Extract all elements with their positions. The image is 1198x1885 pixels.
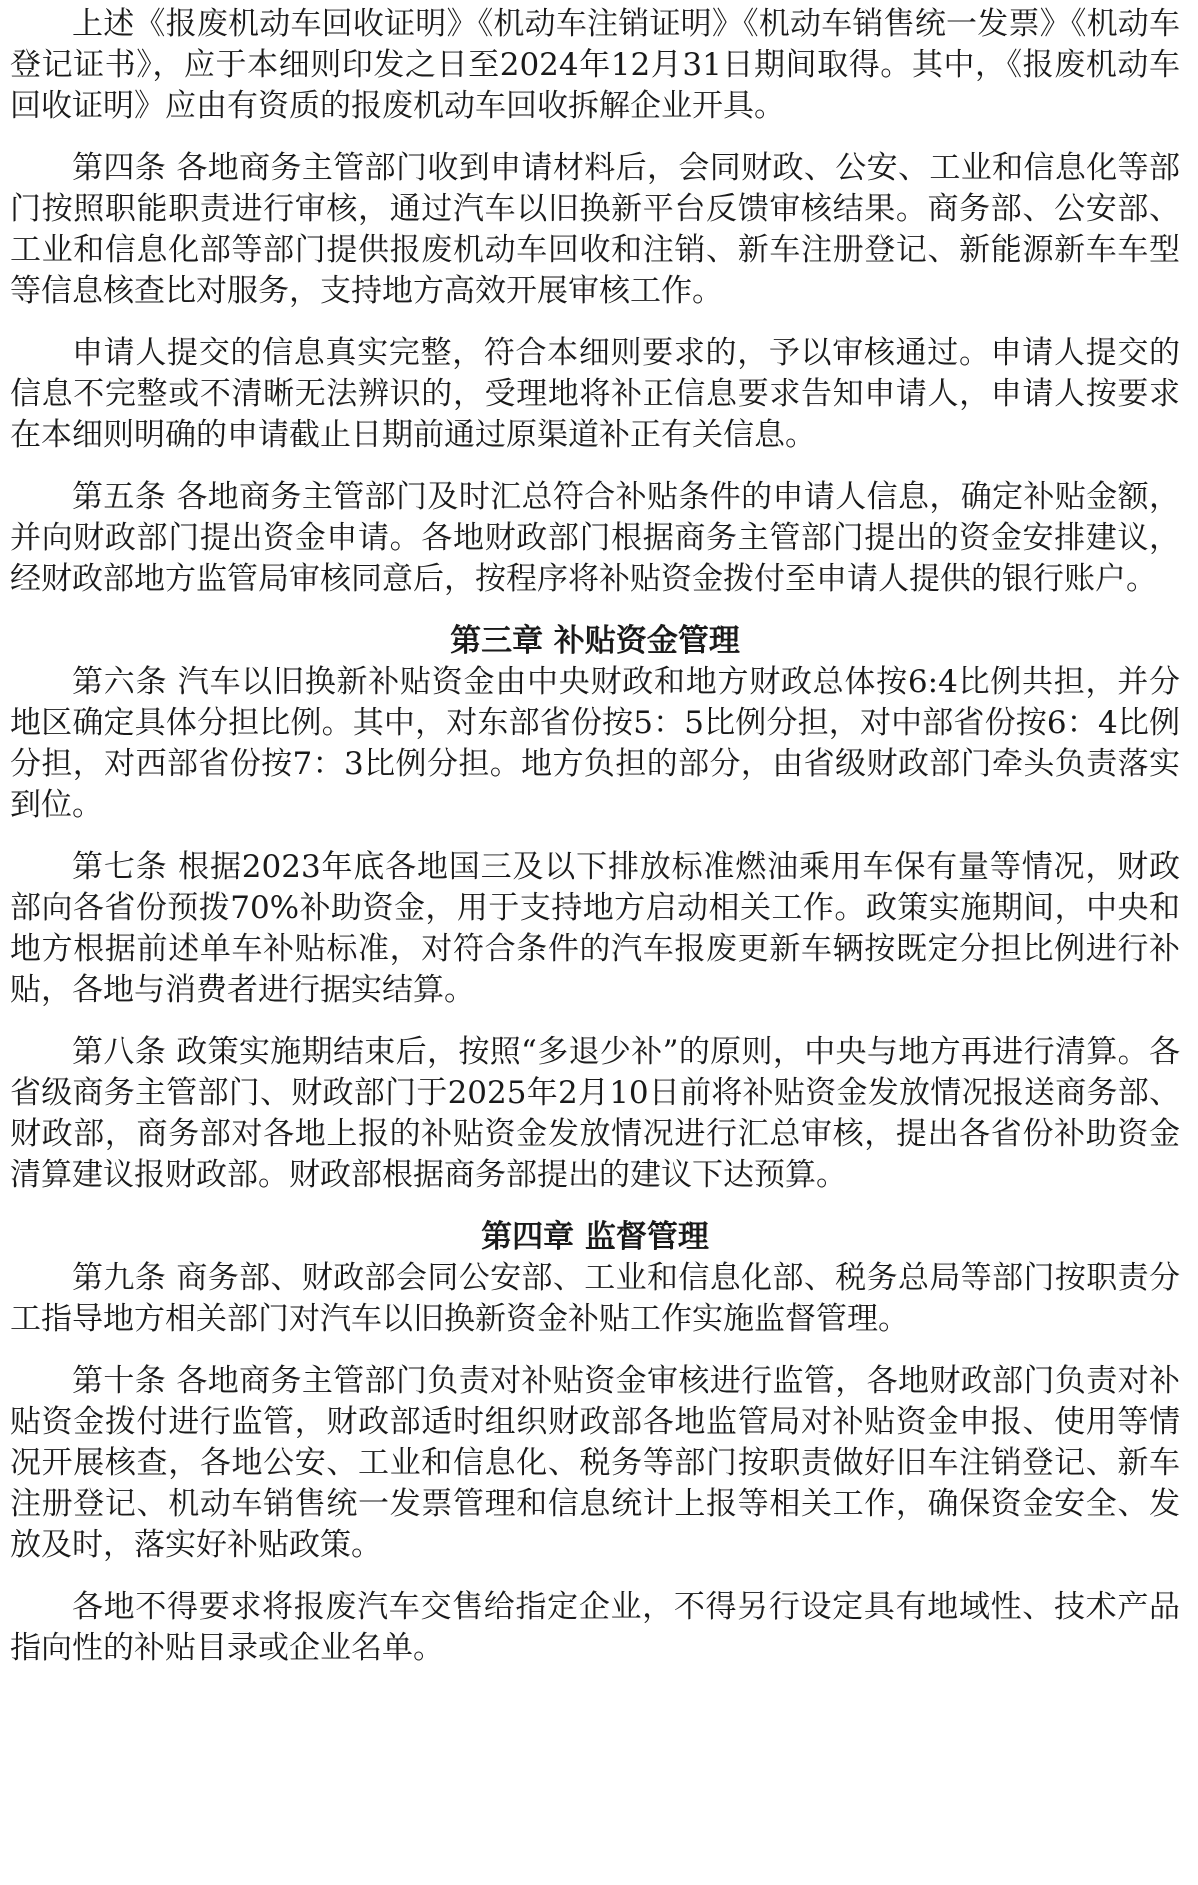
paragraph-prohibition: 各地不得要求将报废汽车交售给指定企业，不得另行设定具有地域性、技术产品指向性的补贴目录或企业名单。 [10,1589,1180,1666]
paragraph-article-5: 第五条 各地商务主管部门及时汇总符合补贴条件的申请人信息，确定补贴金额，并向财政部门提出资金申请。各地财政部门根据商务主管部门提出的资金安排建议，经财政部地方监管局审核同意后，按程序将补贴资金拨付至申请人提供的银行账户。 [10,479,1180,597]
paragraph-article-4: 第四条 各地商务主管部门收到申请材料后，会同财政、公安、工业和信息化等部门按照职能职责进行审核，通过汽车以旧换新平台反馈审核结果。商务部、公安部、工业和信息化部等部门提供报废机动车回收和注销、新车注册登记、新能源新车车型等信息核查比对服务，支持地方高效开展审核工作。 [10,150,1180,309]
paragraph-applicant-review: 申请人提交的信息真实完整，符合本细则要求的，予以审核通过。申请人提交的信息不完整或不清晰无法辨识的，受理地将补正信息要求告知申请人，申请人按要求在本细则明确的申请截止日期前通过原渠道补正有关信息。 [10,335,1180,453]
chapter-4-heading: 第四章 监督管理 [481,1219,709,1255]
paragraph-article-6: 第六条 汽车以旧换新补贴资金由中央财政和地方财政总体按6:4比例共担，并分地区确定具体分担比例。其中，对东部省份按5：5比例分担，对中部省份按6：4比例分担，对西部省份按7：3比例分担。地方负担的部分，由省级财政部门牵头负责落实到位。 [10,664,1180,823]
paragraph-article-7: 第七条 根据2023年底各地国三及以下排放标准燃油乘用车保有量等情况，财政部向各省份预拨70%补助资金，用于支持地方启动相关工作。政策实施期间，中央和地方根据前述单车补贴标准，对符合条件的汽车报废更新车辆按既定分担比例进行补贴，各地与消费者进行据实结算。 [10,849,1180,1008]
paragraph-article-8: 第八条 政策实施期结束后，按照“多退少补”的原则，中央与地方再进行清算。各省级商务主管部门、财政部门于2025年2月10日前将补贴资金发放情况报送商务部、财政部，商务部对各地上报的补贴资金发放情况进行汇总审核，提出各省份补助资金清算建议报财政部。财政部根据商务部提出的建议下达预算。 [10,1034,1180,1193]
chapter-3-heading: 第三章 补贴资金管理 [450,623,740,659]
paragraph-certificates: 上述《报废机动车回收证明》《机动车注销证明》《机动车销售统一发票》《机动车登记证书》，应于本细则印发之日至2024年12月31日期间取得。其中，《报废机动车回收证明》应由有资质的报废机动车回收拆解企业开具。 [10,6,1180,124]
paragraph-article-9: 第九条 商务部、财政部会同公安部、工业和信息化部、税务总局等部门按职责分工指导地方相关部门对汽车以旧换新资金补贴工作实施监督管理。 [10,1260,1180,1337]
paragraph-article-10: 第十条 各地商务主管部门负责对补贴资金审核进行监管，各地财政部门负责对补贴资金拨付进行监管，财政部适时组织财政部各地监管局对补贴资金申报、使用等情况开展核查，各地公安、工业和信息化、税务等部门按职责做好旧车注销登记、新车注册登记、机动车销售统一发票管理和信息统计上报等相关工作，确保资金安全、发放及时，落实好补贴政策。 [10,1363,1180,1563]
